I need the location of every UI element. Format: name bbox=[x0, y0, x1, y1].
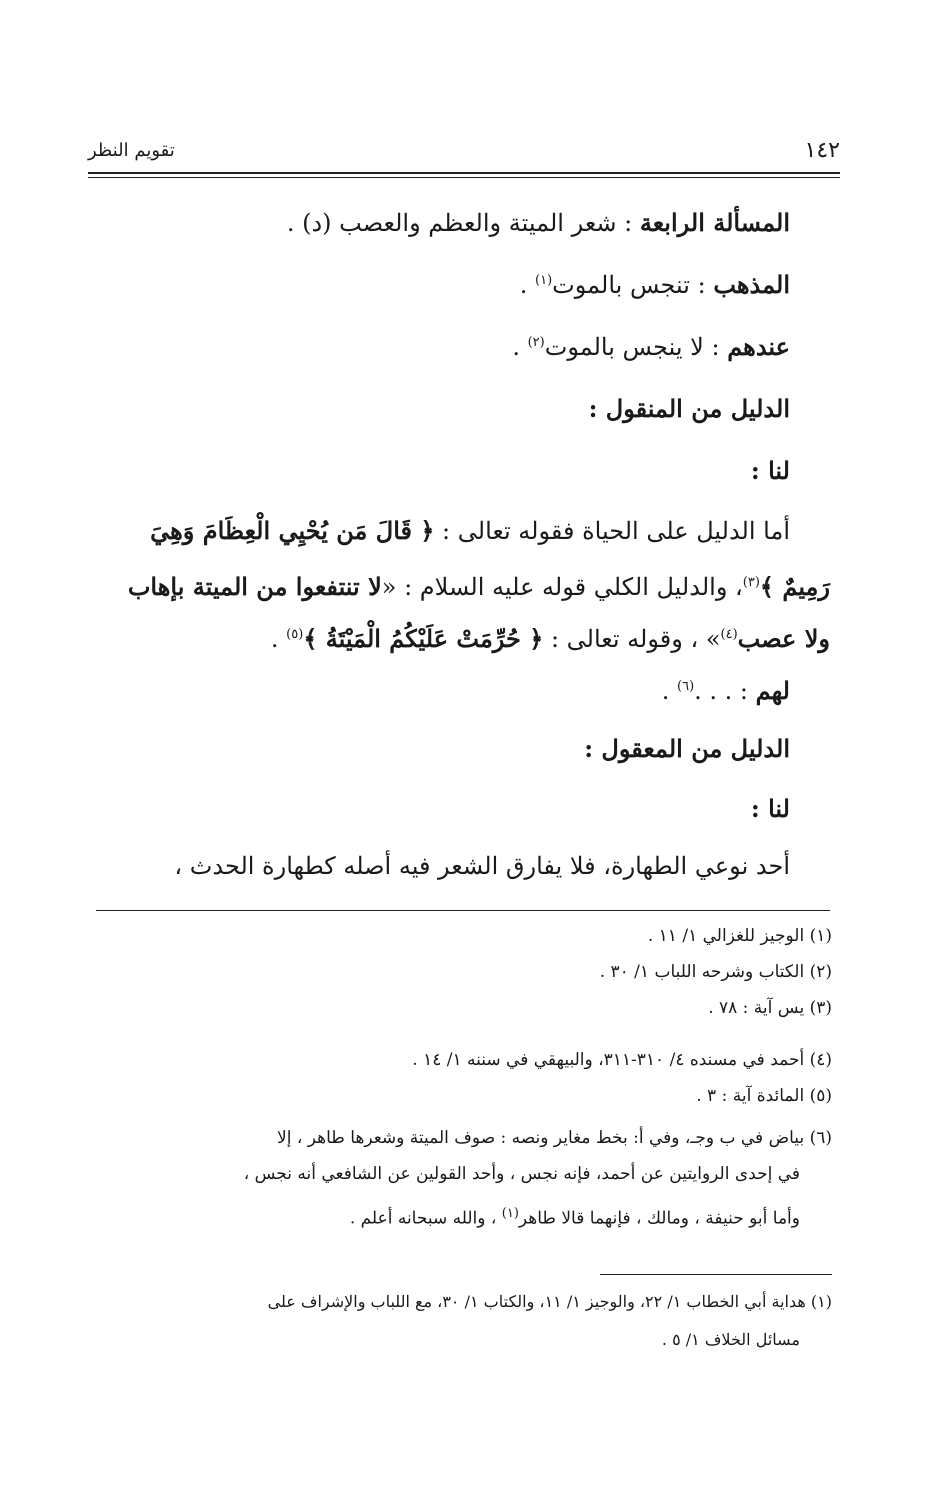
for-them-text: : . . . bbox=[694, 677, 748, 705]
hadith-a: لا تنتفعوا من الميتة بإهاب bbox=[127, 572, 382, 601]
madhab-line bbox=[520, 270, 790, 299]
for-them-line bbox=[662, 676, 790, 705]
inner-footnote-separator bbox=[600, 1274, 832, 1275]
footnote-5: (٥) المائدة آية : ٣ . bbox=[696, 1086, 832, 1106]
issue-line bbox=[287, 208, 790, 237]
quran-verse-1a: ﴿ قَالَ مَن يُحْيِي الْعِظَامَ وَهِيَ bbox=[150, 516, 435, 545]
madhab-end: . bbox=[519, 271, 535, 299]
proof-line-2 bbox=[88, 572, 830, 601]
for-them-end: . bbox=[661, 677, 677, 705]
footnote-6-line-1: (٦) بياض في ب وجـ، وفي أ: بخط مغاير ونصه : صوف الميتة وشعرها طاهر ، إلا bbox=[277, 1128, 832, 1148]
footnote-6-line-3-end: ، والله سبحانه أعلم . bbox=[349, 1208, 502, 1229]
proof-line-3 bbox=[88, 624, 830, 653]
running-title: تقويم النظر bbox=[88, 140, 175, 161]
opponents-end: . bbox=[512, 333, 528, 361]
footnote-ref-6: (٦) bbox=[677, 679, 695, 694]
header-rule bbox=[88, 172, 840, 174]
inner-footnote-line-1: (١) هداية أبي الخطاب ١/ ٢٢، والوجيز ١/ ١١، والكتاب ١/ ٣٠، مع اللباب والإشراف على bbox=[267, 1292, 832, 1311]
opponents-label: عندهم bbox=[727, 332, 790, 361]
for-us-heading-1: لنا : bbox=[750, 456, 790, 485]
footnote-ref-4: (٤) bbox=[720, 627, 738, 642]
footnote-ref-3: (٣) bbox=[742, 575, 760, 590]
inner-footnote-ref: (١) bbox=[501, 1206, 519, 1221]
page-header bbox=[88, 138, 840, 172]
issue-text: : شعر الميتة والعظم والعصب (د) . bbox=[286, 209, 633, 237]
proof-text-3: » ، وقوله تعالى : bbox=[550, 625, 721, 653]
for-us-heading-2: لنا : bbox=[750, 794, 790, 823]
page-number: ١٤٢ bbox=[804, 138, 840, 163]
transmitted-proof-heading: الدليل من المنقول : bbox=[588, 394, 790, 423]
footnote-ref-2: (٢) bbox=[527, 335, 545, 350]
for-them-label: لهم bbox=[755, 676, 790, 705]
madhab-label: المذهب bbox=[713, 270, 790, 299]
footnote-6-line-3-text: وأما أبو حنيفة ، ومالك ، فإنهما قالا طاهر bbox=[518, 1208, 800, 1229]
issue-label: المسألة الرابعة bbox=[639, 208, 790, 237]
quran-verse-2: ﴿ حُرِّمَتْ عَلَيْكُمُ الْمَيْتَةُ ﴾ bbox=[303, 624, 544, 653]
proof-text-2: ، والدليل الكلي قوله عليه السلام : « bbox=[381, 573, 743, 601]
opponents-text: : لا ينجس بالموت bbox=[544, 333, 720, 361]
inner-footnote-line-2: مسائل الخلاف ١/ ٥ . bbox=[661, 1330, 800, 1349]
quran-verse-1b: رَمِيمٌ ﴾ bbox=[759, 572, 830, 601]
proof-line-1 bbox=[88, 516, 790, 545]
hadith-b: ولا عصب bbox=[737, 624, 830, 653]
footnote-1: (١) الوجيز للغزالي ١/ ١١ . bbox=[647, 926, 832, 946]
footnote-3: (٣) يس آية : ٧٨ . bbox=[708, 998, 832, 1018]
footnote-6-line-2: في إحدى الروايتين عن أحمد، فإنه نجس ، وأحد القولين عن الشافعي أنه نجس ، bbox=[243, 1164, 800, 1184]
footnote-4: (٤) أحمد في مسنده ٤/ ٣١٠-٣١١، والبيهقي في سننه ١/ ١٤ . bbox=[412, 1050, 832, 1070]
proof-text-1: أما الدليل على الحياة فقوله تعالى : bbox=[442, 517, 790, 545]
opponents-line bbox=[512, 332, 790, 361]
footnote-separator bbox=[96, 910, 830, 911]
footnote-ref-1: (١) bbox=[535, 273, 553, 288]
footnote-ref-5: (٥) bbox=[286, 627, 304, 642]
footnote-2: (٢) الكتاب وشرحه اللباب ١/ ٣٠ . bbox=[599, 962, 832, 982]
footnote-6-line-3 bbox=[350, 1206, 800, 1229]
header-rule-thin bbox=[88, 177, 840, 178]
madhab-text: : تنجس بالموت bbox=[552, 271, 706, 299]
proof-end-3: . bbox=[270, 625, 287, 653]
rational-proof-heading: الدليل من المعقول : bbox=[584, 734, 790, 763]
rational-proof-text: أحد نوعي الطهارة، فلا يفارق الشعر فيه أصله كطهارة الحدث ، bbox=[174, 852, 790, 880]
